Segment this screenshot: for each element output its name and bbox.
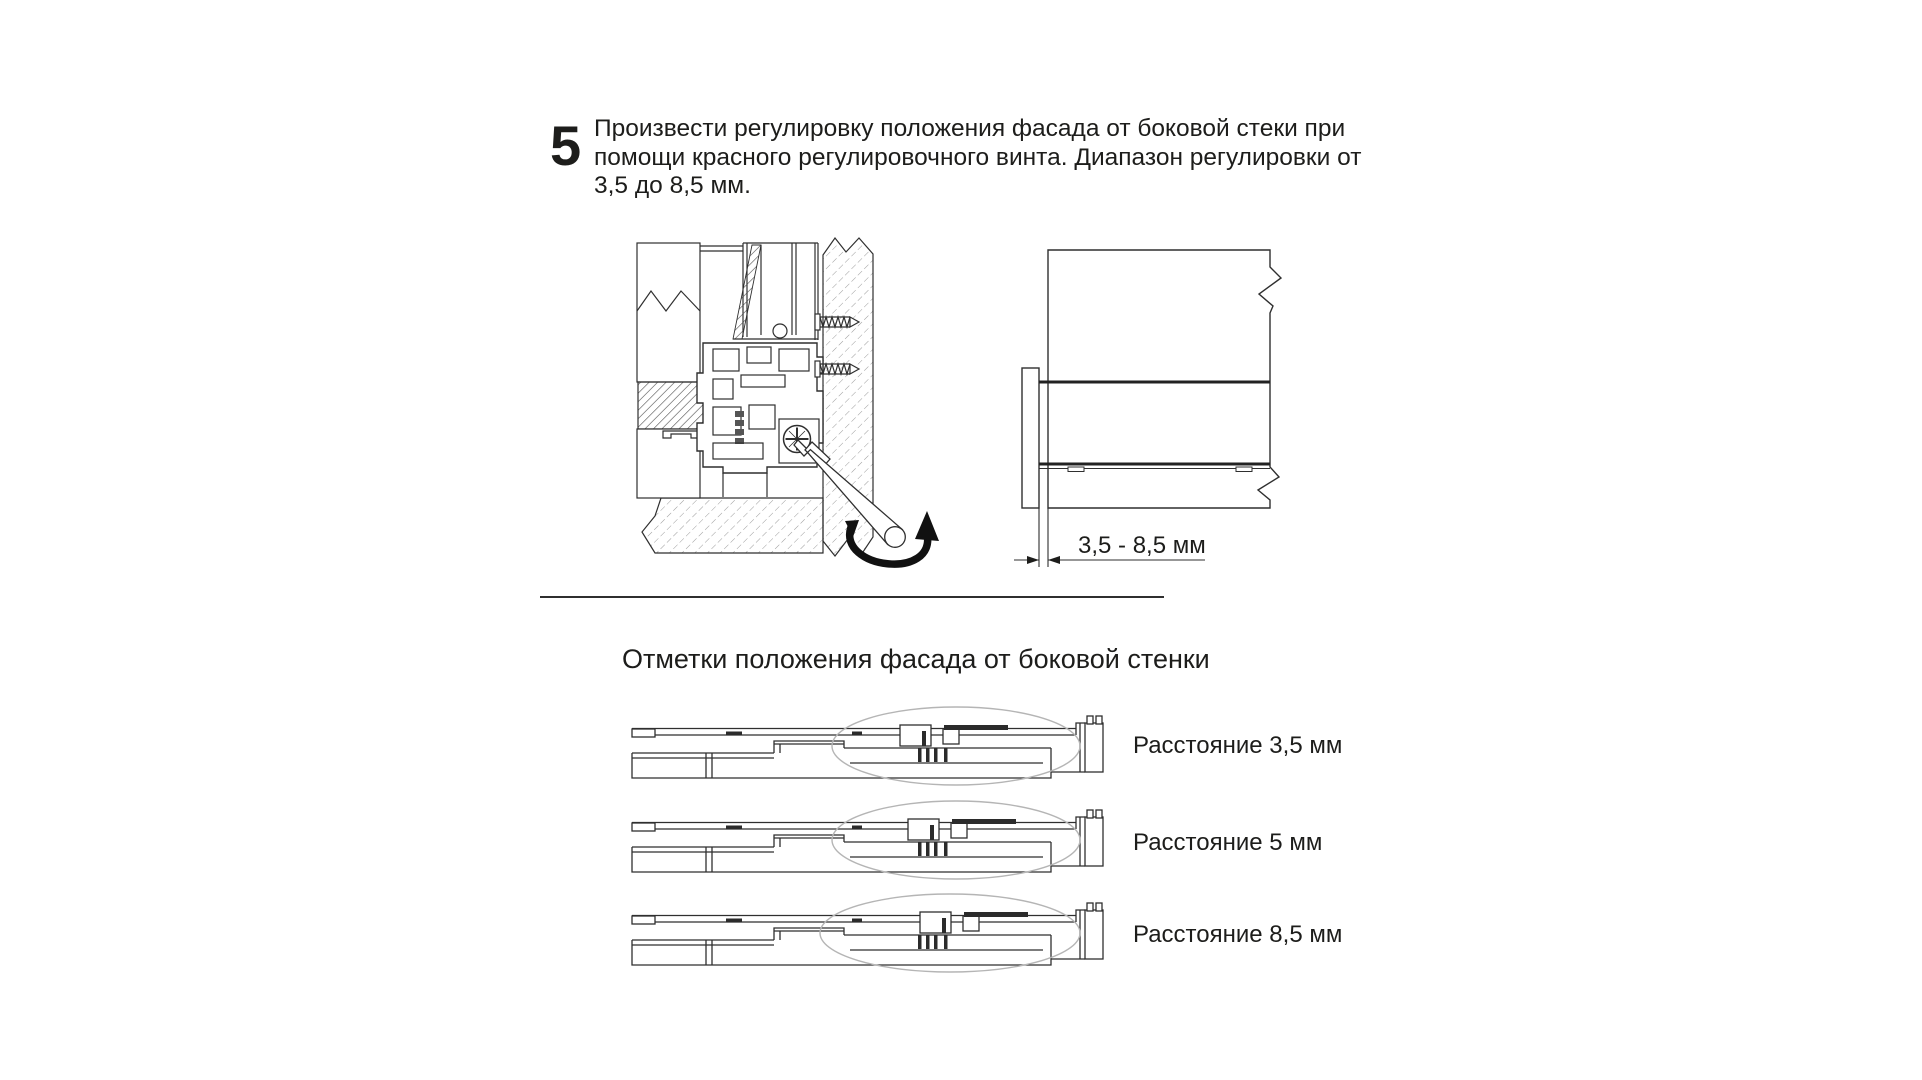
distance-label: Расстояние 3,5 мм: [1133, 732, 1343, 759]
marks-section-title: Отметки положения фасада от боковой стенки: [622, 644, 1210, 674]
section-divider: [540, 596, 1164, 598]
highlight-ellipse: [832, 801, 1080, 879]
step-text-line: Произвести регулировку положения фасада от боковой стеки при: [594, 115, 1346, 142]
slide-position-drawing-5mm: [598, 800, 1106, 880]
distance-label: Расстояние 5 мм: [1133, 829, 1323, 856]
step-text-line: 3,5 до 8,5 мм.: [594, 172, 751, 199]
drawer-rail: [733, 243, 818, 340]
bottom-panel: [642, 498, 823, 553]
dimension-label: 3,5 - 8,5 мм: [1078, 532, 1206, 559]
slide-position-drawing-8-5mm: [598, 893, 1106, 973]
highlight-ellipse: [832, 707, 1080, 785]
slide-profile: [632, 903, 1103, 965]
facade-edge: [1022, 368, 1039, 508]
cross-section-diagram: [485, 215, 940, 585]
slide-profile: [632, 716, 1103, 778]
slide-profile: [632, 810, 1103, 872]
step-text-line: помощи красного регулировочного винта. Диапазон регулировки от: [594, 143, 1362, 171]
step-instruction-text: [594, 115, 1361, 201]
gap-side-view-diagram: [1000, 215, 1285, 585]
step-number: 5: [550, 114, 582, 177]
distance-label: Расстояние 8,5 мм: [1133, 921, 1343, 948]
slide-mechanism: [697, 343, 823, 497]
slide-position-drawing-3-5mm: [598, 706, 1106, 786]
